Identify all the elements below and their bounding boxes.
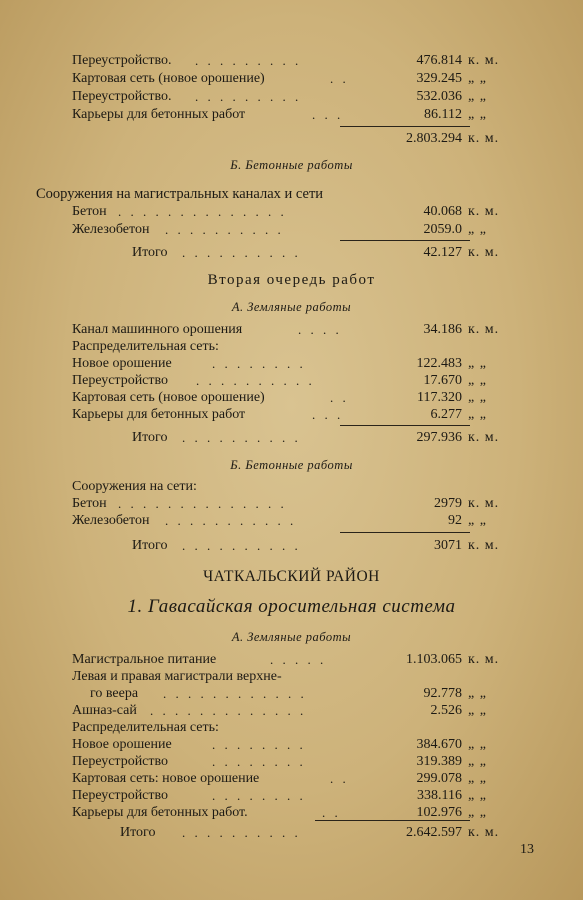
row-value: 122.483 <box>416 356 462 371</box>
row-value: 476.814 <box>416 53 462 68</box>
row-value: 92 <box>448 513 462 528</box>
row-value: 1.103.065 <box>406 652 462 667</box>
row-unit: „ „ <box>468 407 487 422</box>
total-unit: к. м. <box>468 825 500 840</box>
table-row <box>0 719 583 737</box>
leader-dots: . . . . . . . . . . <box>182 538 301 553</box>
total-row <box>0 537 583 555</box>
table-row <box>0 736 583 754</box>
leader-dots: . . <box>330 71 349 86</box>
leader-dots: . . . . . . . . . . <box>182 245 301 260</box>
row-label: Переустройство. <box>72 53 172 68</box>
table-row <box>0 321 583 339</box>
leader-dots: . . . . . . . . . . <box>182 825 301 840</box>
row-unit: „ „ <box>468 703 487 718</box>
section-heading: Вторая очередь работ <box>207 272 376 288</box>
leader-dots: . . . . . . . . . . <box>196 373 315 388</box>
row-value: 17.670 <box>423 373 462 388</box>
leader-dots: . . <box>322 805 341 820</box>
row-unit: „ „ <box>468 686 487 701</box>
leader-dots: . . <box>330 390 349 405</box>
row-label: Левая и правая магистрали верхне- <box>72 669 282 684</box>
row-value: 329.245 <box>416 71 462 86</box>
section-heading: Б. Бетонные работы <box>230 458 353 472</box>
row-label: Железобетон <box>72 513 150 528</box>
total-value: 2.642.597 <box>406 825 462 840</box>
row-value: 102.976 <box>416 805 462 820</box>
row-unit: „ „ <box>468 356 487 371</box>
row-value: 2.526 <box>430 703 462 718</box>
group-label: Сооружения на сети: <box>72 479 197 494</box>
row-value: 2059.0 <box>423 222 462 237</box>
row-unit: „ „ <box>468 373 487 388</box>
row-label: Распределительная сеть: <box>72 720 219 735</box>
row-value: 92.778 <box>423 686 462 701</box>
row-label: Карьеры для бетонных работ. <box>72 805 248 820</box>
group-label-row <box>0 185 583 203</box>
leader-dots: . . . . . . . . . . <box>165 222 284 237</box>
total-value: 42.127 <box>423 245 462 260</box>
table-row <box>0 495 583 513</box>
row-label: Магистральное питание <box>72 652 217 667</box>
sum-rule <box>315 820 470 821</box>
row-unit: „ „ <box>468 788 487 803</box>
sum-rule <box>340 425 470 426</box>
row-unit: к. м. <box>468 652 500 667</box>
leader-dots: . . . . . . . . . . <box>182 430 301 445</box>
row-value: 299.078 <box>416 771 462 786</box>
sum-rule <box>340 532 470 533</box>
section-heading: Б. Бетонные работы <box>230 158 353 172</box>
row-value: 384.670 <box>416 737 462 752</box>
row-label: Распределительная сеть: <box>72 339 219 354</box>
row-label: Картовая сеть (новое орошение) <box>72 71 265 86</box>
table-row <box>0 88 583 106</box>
leader-dots: . . <box>330 771 349 786</box>
leader-dots: . . . . . . . . . <box>195 89 302 104</box>
leader-dots: . . . <box>312 407 344 422</box>
row-unit: к. м. <box>468 322 500 337</box>
table-row <box>0 702 583 720</box>
total-unit: к. м. <box>468 538 500 553</box>
table-row <box>0 668 583 686</box>
total-label: Итого <box>132 538 168 553</box>
row-unit: „ „ <box>468 771 487 786</box>
table-row <box>0 685 583 703</box>
table-row <box>0 221 583 239</box>
table-row <box>0 389 583 407</box>
row-label: Бетон <box>72 204 107 219</box>
leader-dots: . . . . . . . . <box>212 788 306 803</box>
group-label: Сооружения на магистральных каналах и сети <box>36 186 324 202</box>
row-unit: „ „ <box>468 89 487 104</box>
total-unit: к. м. <box>468 430 500 445</box>
total-value: 297.936 <box>416 430 462 445</box>
row-label: Канал машинного орошения <box>72 322 243 337</box>
leader-dots: . . . . <box>298 322 342 337</box>
row-label: Переустройство <box>72 788 169 803</box>
row-unit: „ „ <box>468 754 487 769</box>
row-label: Картовая сеть (новое орошение) <box>72 390 265 405</box>
row-unit: к. м. <box>468 204 500 219</box>
row-label: го веера <box>90 686 139 701</box>
table-row <box>0 203 583 221</box>
table-row <box>0 70 583 88</box>
row-unit: „ „ <box>468 107 487 122</box>
row-label: Переустройство. <box>72 89 172 104</box>
row-value: 2979 <box>434 496 462 511</box>
row-unit: „ „ <box>468 71 487 86</box>
row-value: 40.068 <box>423 204 462 219</box>
group-label-row <box>0 478 583 496</box>
table-row <box>0 804 583 822</box>
row-unit: „ „ <box>468 737 487 752</box>
row-value: 117.320 <box>417 390 462 405</box>
table-row <box>0 512 583 530</box>
total-value: 2.803.294 <box>406 131 462 146</box>
sum-rule <box>340 126 470 127</box>
section-subheading: А. Земляные работы <box>231 300 352 314</box>
leader-dots: . . . . . . . . <box>212 754 306 769</box>
total-row <box>0 824 583 842</box>
leader-dots: . . . . . . . . . . . . <box>163 686 307 701</box>
leader-dots: . . . . . <box>270 652 327 667</box>
total-label: Итого <box>132 245 168 260</box>
sum-rule <box>340 240 470 241</box>
leader-dots: . . . . . . . . <box>212 356 306 371</box>
total-row <box>0 130 583 148</box>
row-label: Ашназ-сай <box>72 703 137 718</box>
total-label: Итого <box>120 825 156 840</box>
leader-dots: . . . <box>312 107 344 122</box>
table-row <box>0 52 583 70</box>
row-unit: к. м. <box>468 496 500 511</box>
total-row <box>0 244 583 262</box>
row-label: Карьеры для бетонных работ <box>72 407 246 422</box>
row-unit: „ „ <box>468 513 487 528</box>
table-row <box>0 651 583 669</box>
page-number: 13 <box>520 842 534 857</box>
row-unit: „ „ <box>468 390 487 405</box>
row-label: Картовая сеть: новое орошение <box>72 771 260 786</box>
row-value: 319.389 <box>416 754 462 769</box>
table-row <box>0 787 583 805</box>
row-value: 86.112 <box>424 107 462 122</box>
row-label: Новое орошение <box>72 356 172 371</box>
row-label: Новое орошение <box>72 737 172 752</box>
table-row <box>0 355 583 373</box>
leader-dots: . . . . . . . . . . . . . . <box>118 204 287 219</box>
row-unit: „ „ <box>468 805 487 820</box>
row-label: Железобетон <box>72 222 150 237</box>
system-heading: 1. Гавасайская оросительная система <box>127 596 456 617</box>
table-row <box>0 372 583 390</box>
row-label: Переустройство <box>72 754 169 769</box>
row-value: 532.036 <box>416 89 462 104</box>
table-row <box>0 106 583 124</box>
section-subheading: А. Земляные работы <box>231 630 352 644</box>
total-unit: к. м. <box>468 245 500 260</box>
row-value: 6.277 <box>430 407 462 422</box>
leader-dots: . . . . . . . . . . . <box>165 513 297 528</box>
row-label: Переустройство <box>72 373 169 388</box>
row-unit: „ „ <box>468 222 487 237</box>
leader-dots: . . . . . . . . . <box>195 53 302 68</box>
leader-dots: . . . . . . . . . . . . . <box>150 703 307 718</box>
row-value: 34.186 <box>423 322 462 337</box>
row-unit: к. м. <box>468 53 500 68</box>
region-heading: ЧАТКАЛЬСКИЙ РАЙОН <box>203 568 380 585</box>
total-label: Итого <box>132 430 168 445</box>
leader-dots: . . . . . . . . . . . . . . <box>118 496 287 511</box>
row-value: 338.116 <box>417 788 462 803</box>
total-row <box>0 429 583 447</box>
table-row <box>0 753 583 771</box>
row-label: Карьеры для бетонных работ <box>72 107 246 122</box>
total-value: 3071 <box>434 538 462 553</box>
row-label: Бетон <box>72 496 107 511</box>
table-row <box>0 770 583 788</box>
table-row <box>0 338 583 356</box>
leader-dots: . . . . . . . . <box>212 737 306 752</box>
total-unit: к. м. <box>468 131 500 146</box>
table-row <box>0 406 583 424</box>
